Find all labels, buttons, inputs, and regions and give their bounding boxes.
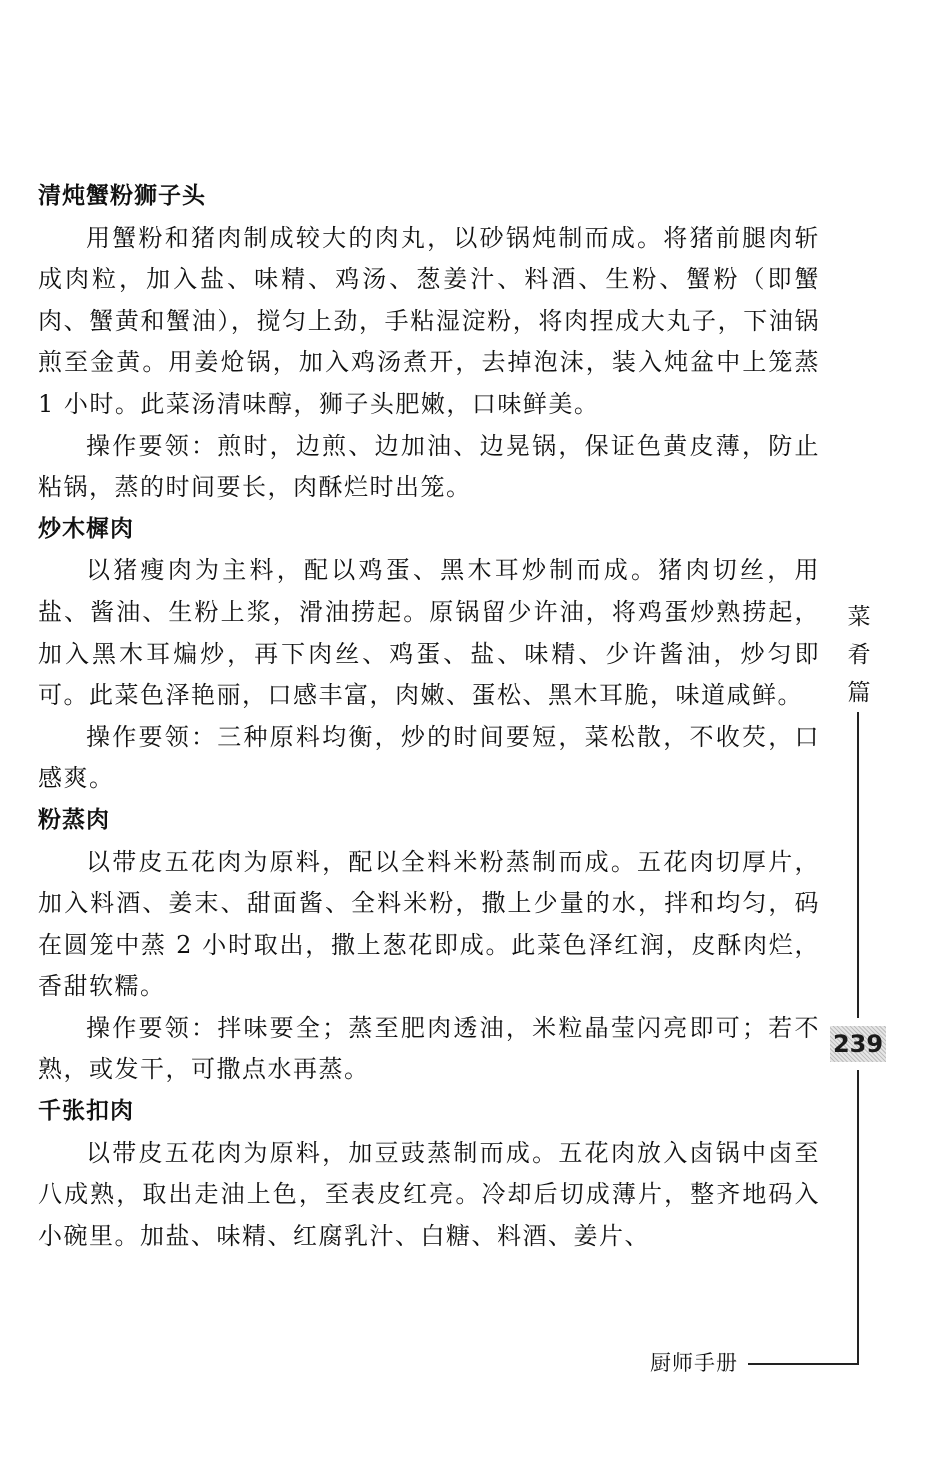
- running-footer: 厨师手册: [650, 1351, 738, 1375]
- paragraph: 以带皮五花肉为原料，加豆豉蒸制而成。五花肉放入卤锅中卤至八成熟，取出走油上色，至表皮红亮。冷却后切成薄片，整齐地码入小碗里。加盐、味精、红腐乳汁、白糖、料酒、姜片、: [38, 1138, 820, 1250]
- dish-title: 粉蒸肉: [38, 806, 110, 833]
- side-label-char: 菜: [847, 604, 871, 630]
- margin-rule-lower: [857, 1070, 859, 1365]
- footer-rule: [748, 1363, 859, 1365]
- margin-rule-upper: [857, 712, 859, 1018]
- side-label-char: 肴: [847, 642, 871, 668]
- paragraph: 操作要领：拌味要全；蒸至肥肉透油，米粒晶莹闪亮即可；若不熟，或发干，可撒点水再蒸。: [38, 1013, 820, 1084]
- dish-title: 清炖蟹粉狮子头: [38, 183, 206, 209]
- chapter-side-label: [846, 598, 872, 712]
- page-content: [38, 176, 820, 1257]
- page-number: 239: [830, 1026, 886, 1062]
- side-label-char: 篇: [847, 680, 871, 706]
- paragraph: 用蟹粉和猪肉制成较大的肉丸，以砂锅炖制而成。将猪前腿肉斩成肉粒，加入盐、味精、鸡汤、葱姜汁、料酒、生粉、蟹粉（即蟹肉、蟹黄和蟹油），搅匀上劲，手粘湿淀粉，将肉捏成大丸子，下油锅煎至金黄。用姜炝锅，加入鸡汤煮开，去掉泡沫，装入炖盆中上笼蒸 1 小时。此菜汤清味醇，狮子头肥嫩，口味鲜美。: [38, 223, 820, 418]
- paragraph: 操作要领：煎时，边煎、边加油、边晃锅，保证色黄皮薄，防止粘锅，蒸的时间要长，肉酥烂时出笼。: [38, 431, 820, 502]
- paragraph: 操作要领：三种原料均衡，炒的时间要短，菜松散，不收芡，口感爽。: [38, 722, 820, 793]
- paragraph: 以带皮五花肉为原料，配以全料米粉蒸制而成。五花肉切厚片，加入料酒、姜末、甜面酱、全料米粉，撒上少量的水，拌和均匀，码在圆笼中蒸 2 小时取出，撒上葱花即成。此菜色泽红润，皮酥肉烂，香甜软糯。: [38, 847, 820, 1001]
- paragraph: 以猪瘦肉为主料，配以鸡蛋、黑木耳炒制而成。猪肉切丝，用盐、酱油、生粉上浆，滑油捞起。原锅留少许油，将鸡蛋炒熟捞起，加入黑木耳煸炒，再下肉丝、鸡蛋、盐、味精、少许酱油，炒匀即可。此菜色泽艳丽，口感丰富，肉嫩、蛋松、黑木耳脆，味道咸鲜。: [38, 556, 820, 710]
- dish-title: 炒木樨肉: [38, 515, 134, 542]
- dish-title: 千张扣肉: [38, 1098, 134, 1125]
